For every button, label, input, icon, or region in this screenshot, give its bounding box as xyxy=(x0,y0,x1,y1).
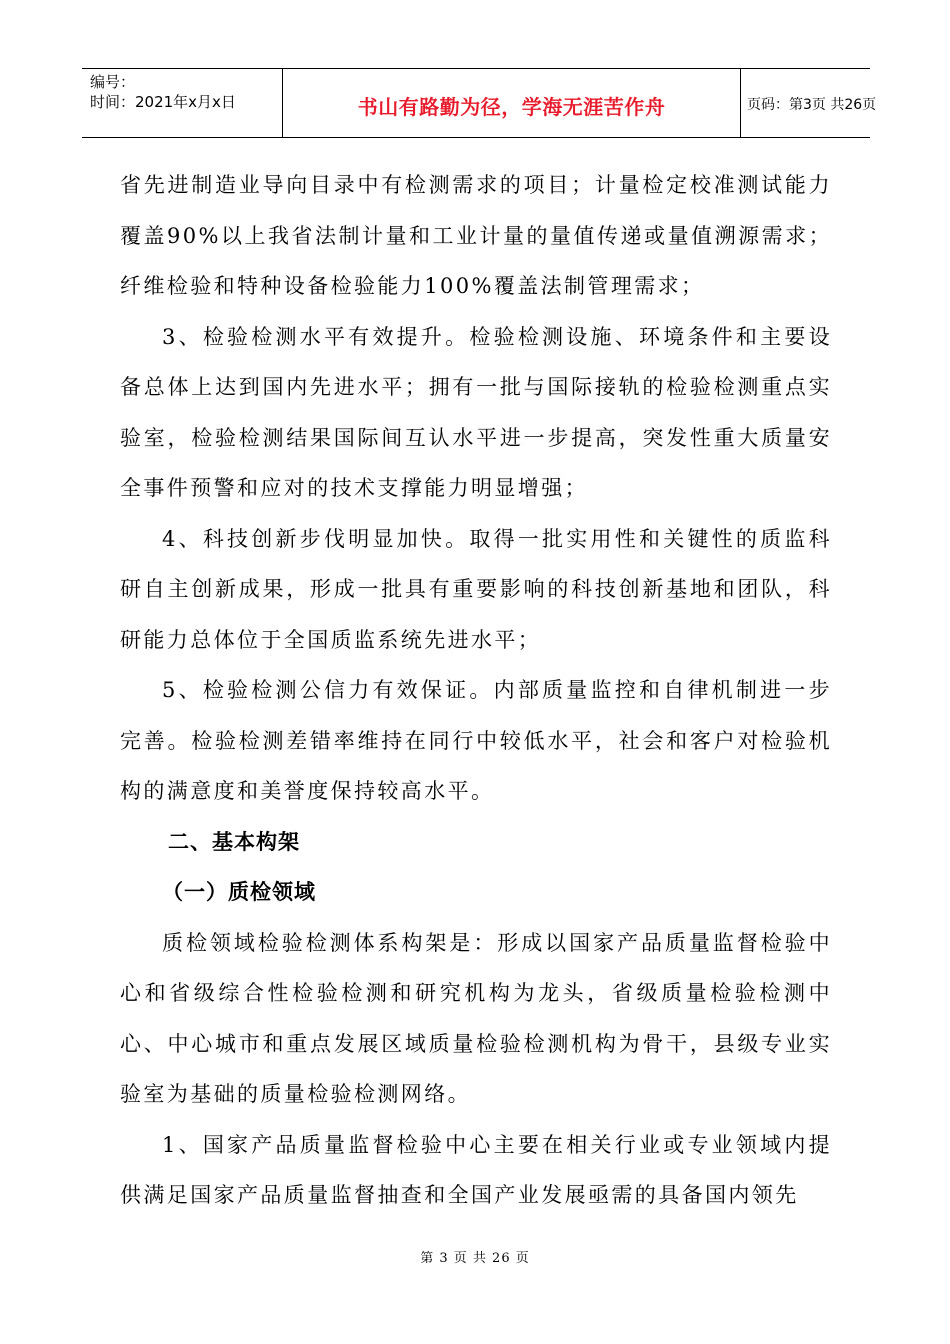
document-number-label: 编号： xyxy=(90,73,136,91)
document-time-label: 时间：2021年x月x日 xyxy=(90,93,236,111)
document-body xyxy=(120,160,832,1221)
page-number-info: 页码：第3页 共26页 xyxy=(747,97,877,113)
paragraph: 5、检验检测公信力有效保证。内部质量监控和自律机制进一步完善。检验检测差错率维持在同行中较低水平，社会和客户对检验机构的满意度和美誉度保持较高水平。 xyxy=(120,678,832,803)
paragraph: 质检领域检验检测体系构架是：形成以国家产品质量监督检验中心和省级综合性检验检测和研究机构为龙头，省级质量检验检测中心、中心城市和重点发展区域质量检验检测机构为骨干，县级专业实验室为基础的质量检验检测网络。 xyxy=(120,930,832,1106)
header-table xyxy=(82,68,877,138)
page-footer: 第 3 页 共 26 页 xyxy=(420,1251,530,1266)
paragraph: 省先进制造业导向目录中有检测需求的项目；计量检定校准测试能力覆盖90%以上我省法制计量和工业计量的量值传递或量值溯源需求；纤维检验和特种设备检验能力100%覆盖法制管理需求； xyxy=(120,173,832,298)
paragraph: 3、检验检测水平有效提升。检验检测设施、环境条件和主要设备总体上达到国内先进水平；拥有一批与国际接轨的检验检测重点实验室，检验检测结果国际间互认水平进一步提高，突发性重大质量安全事件预警和应对的技术支撑能力明显增强； xyxy=(120,324,832,500)
subsection-heading: （一）质检领域 xyxy=(162,880,316,904)
paragraph: 1、国家产品质量监督检验中心主要在相关行业或专业领域内提供满足国家产品质量监督抽查和全国产业发展亟需的具备国内领先 xyxy=(120,1132,832,1207)
section-heading: 二、基本构架 xyxy=(168,829,300,854)
header-meta-cell xyxy=(82,69,282,137)
motto-text: 书山有路勤为径，学海无涯苦作舟 xyxy=(357,95,666,119)
header-page-cell xyxy=(739,69,877,137)
header-motto-cell xyxy=(282,69,741,137)
paragraph: 4、科技创新步伐明显加快。取得一批实用性和关键性的质监科研自主创新成果，形成一批具有重要影响的科技创新基地和团队，科研能力总体位于全国质监系统先进水平； xyxy=(120,526,832,652)
